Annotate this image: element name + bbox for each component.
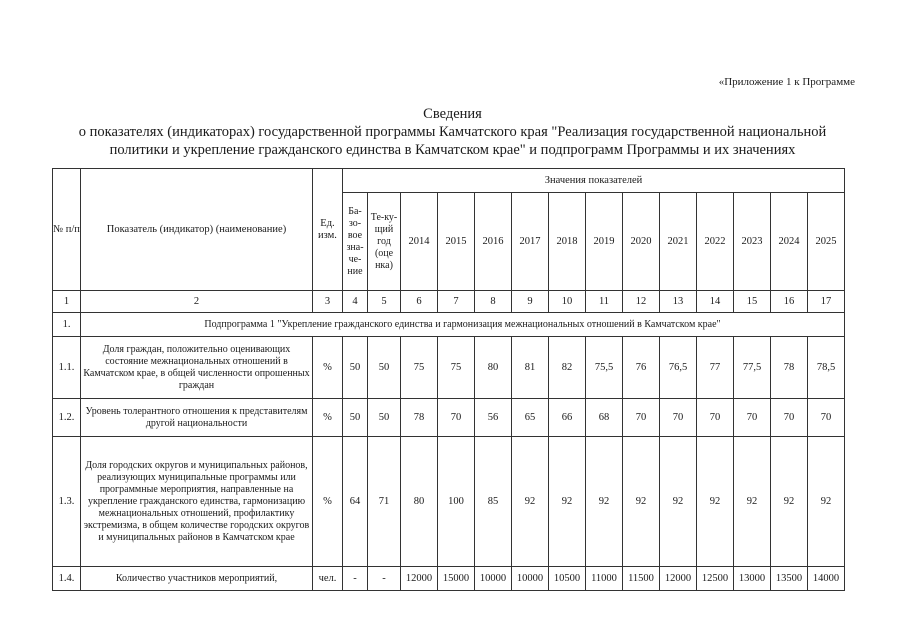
column-number: 4 <box>343 291 368 313</box>
row-value: 75,5 <box>586 337 623 399</box>
header-values-group: Значения показателей <box>343 169 845 193</box>
column-number: 7 <box>438 291 475 313</box>
row-value: 92 <box>660 437 697 567</box>
table-row <box>53 399 845 437</box>
row-value: 70 <box>808 399 845 437</box>
header-year: 2017 <box>512 193 549 291</box>
header-year: 2025 <box>808 193 845 291</box>
column-number: 6 <box>401 291 438 313</box>
column-number: 1 <box>53 291 81 313</box>
row-value: 10000 <box>512 567 549 591</box>
column-number: 5 <box>368 291 401 313</box>
appendix-label: «Приложение 1 к Программе <box>718 76 855 88</box>
column-number: 16 <box>771 291 808 313</box>
row-num: 1.2. <box>53 399 81 437</box>
row-value: 50 <box>343 399 368 437</box>
row-value: 77,5 <box>734 337 771 399</box>
row-value: 92 <box>549 437 586 567</box>
row-value: 12000 <box>660 567 697 591</box>
row-value: 13000 <box>734 567 771 591</box>
column-number: 17 <box>808 291 845 313</box>
column-number: 9 <box>512 291 549 313</box>
row-value: - <box>343 567 368 591</box>
header-year: 2023 <box>734 193 771 291</box>
row-value: 78 <box>771 337 808 399</box>
column-number: 10 <box>549 291 586 313</box>
header-year: 2024 <box>771 193 808 291</box>
row-value: 80 <box>475 337 512 399</box>
row-value: 50 <box>343 337 368 399</box>
header-base-value: Ба-зо-вое зна-че-ние <box>343 193 368 291</box>
header-year: 2020 <box>623 193 660 291</box>
row-value: 70 <box>697 399 734 437</box>
row-value: 10000 <box>475 567 512 591</box>
row-value: 92 <box>512 437 549 567</box>
row-value: - <box>368 567 401 591</box>
row-value: 76 <box>623 337 660 399</box>
row-indicator: Доля граждан, положительно оценивающих состояние межнациональных отношений в Камчатском крае, в общей численности опрошенных граждан <box>81 337 313 399</box>
row-indicator: Количество участников мероприятий, <box>81 567 313 591</box>
row-unit: % <box>313 399 343 437</box>
header-year: 2015 <box>438 193 475 291</box>
row-unit: % <box>313 337 343 399</box>
header-current-year: Те-ку-щий год (оце нка) <box>368 193 401 291</box>
row-value: 66 <box>549 399 586 437</box>
row-value: 80 <box>401 437 438 567</box>
row-value: 92 <box>623 437 660 567</box>
row-value: 14000 <box>808 567 845 591</box>
row-value: 70 <box>438 399 475 437</box>
row-value: 50 <box>368 337 401 399</box>
header-year: 2016 <box>475 193 512 291</box>
row-value: 12500 <box>697 567 734 591</box>
row-value: 12000 <box>401 567 438 591</box>
header-year: 2022 <box>697 193 734 291</box>
column-number: 2 <box>81 291 313 313</box>
column-number: 3 <box>313 291 343 313</box>
row-value: 92 <box>586 437 623 567</box>
column-number: 13 <box>660 291 697 313</box>
row-value: 11500 <box>623 567 660 591</box>
row-value: 75 <box>401 337 438 399</box>
row-value: 71 <box>368 437 401 567</box>
row-value: 92 <box>771 437 808 567</box>
row-value: 65 <box>512 399 549 437</box>
document-subtitle-line-1: о показателях (индикаторах) государственной программы Камчатского края "Реализация государственной национальной <box>78 124 827 140</box>
row-value: 77 <box>697 337 734 399</box>
header-year: 2021 <box>660 193 697 291</box>
table-row <box>53 567 845 591</box>
row-value: 70 <box>734 399 771 437</box>
document-title: Сведения <box>423 106 482 122</box>
row-value: 50 <box>368 399 401 437</box>
column-number: 11 <box>586 291 623 313</box>
table-row <box>53 437 845 567</box>
row-indicator: Уровень толерантного отношения к представителям другой национальности <box>81 399 313 437</box>
row-value: 92 <box>734 437 771 567</box>
column-number: 15 <box>734 291 771 313</box>
row-value: 78,5 <box>808 337 845 399</box>
row-value: 10500 <box>549 567 586 591</box>
document-subtitle-line-2: политики и укрепление гражданского единства в Камчатском крае" и подпрограмм Программы и их значениях <box>109 142 796 158</box>
row-value: 100 <box>438 437 475 567</box>
row-value: 75 <box>438 337 475 399</box>
row-value: 70 <box>660 399 697 437</box>
row-value: 56 <box>475 399 512 437</box>
row-value: 76,5 <box>660 337 697 399</box>
header-year: 2014 <box>401 193 438 291</box>
row-unit: чел. <box>313 567 343 591</box>
header-year: 2019 <box>586 193 623 291</box>
row-value: 68 <box>586 399 623 437</box>
row-value: 82 <box>549 337 586 399</box>
row-num: 1.3. <box>53 437 81 567</box>
column-number: 8 <box>475 291 512 313</box>
header-indicator: Показатель (индикатор) (наименование) <box>81 169 313 291</box>
table-row <box>53 337 845 399</box>
row-value: 81 <box>512 337 549 399</box>
indicators-table <box>52 168 845 591</box>
header-num: № п/п <box>53 169 81 291</box>
row-num: 1.4. <box>53 567 81 591</box>
row-value: 92 <box>697 437 734 567</box>
row-value: 70 <box>771 399 808 437</box>
header-unit: Ед. изм. <box>313 169 343 291</box>
row-value: 78 <box>401 399 438 437</box>
column-number: 12 <box>623 291 660 313</box>
row-value: 92 <box>808 437 845 567</box>
row-value: 13500 <box>771 567 808 591</box>
row-value: 11000 <box>586 567 623 591</box>
row-indicator: Доля городских округов и муниципальных районов, реализующих муниципальные программы или программные мероприятия, направленные на укрепление гражданского единства, гармонизацию межнациональных отношений, профилактику экстремизма, в общем количестве городских округов и муниципальных районов в Камчатском крае <box>81 437 313 567</box>
row-num: 1.1. <box>53 337 81 399</box>
row-value: 70 <box>623 399 660 437</box>
row-value: 15000 <box>438 567 475 591</box>
row-value: 85 <box>475 437 512 567</box>
column-number: 14 <box>697 291 734 313</box>
section-num: 1. <box>53 313 81 337</box>
row-value: 64 <box>343 437 368 567</box>
header-year: 2018 <box>549 193 586 291</box>
row-unit: % <box>313 437 343 567</box>
section-title: Подпрограмма 1 "Укрепление гражданского единства и гармонизация межнациональных отношений в Камчатском крае" <box>81 313 845 337</box>
